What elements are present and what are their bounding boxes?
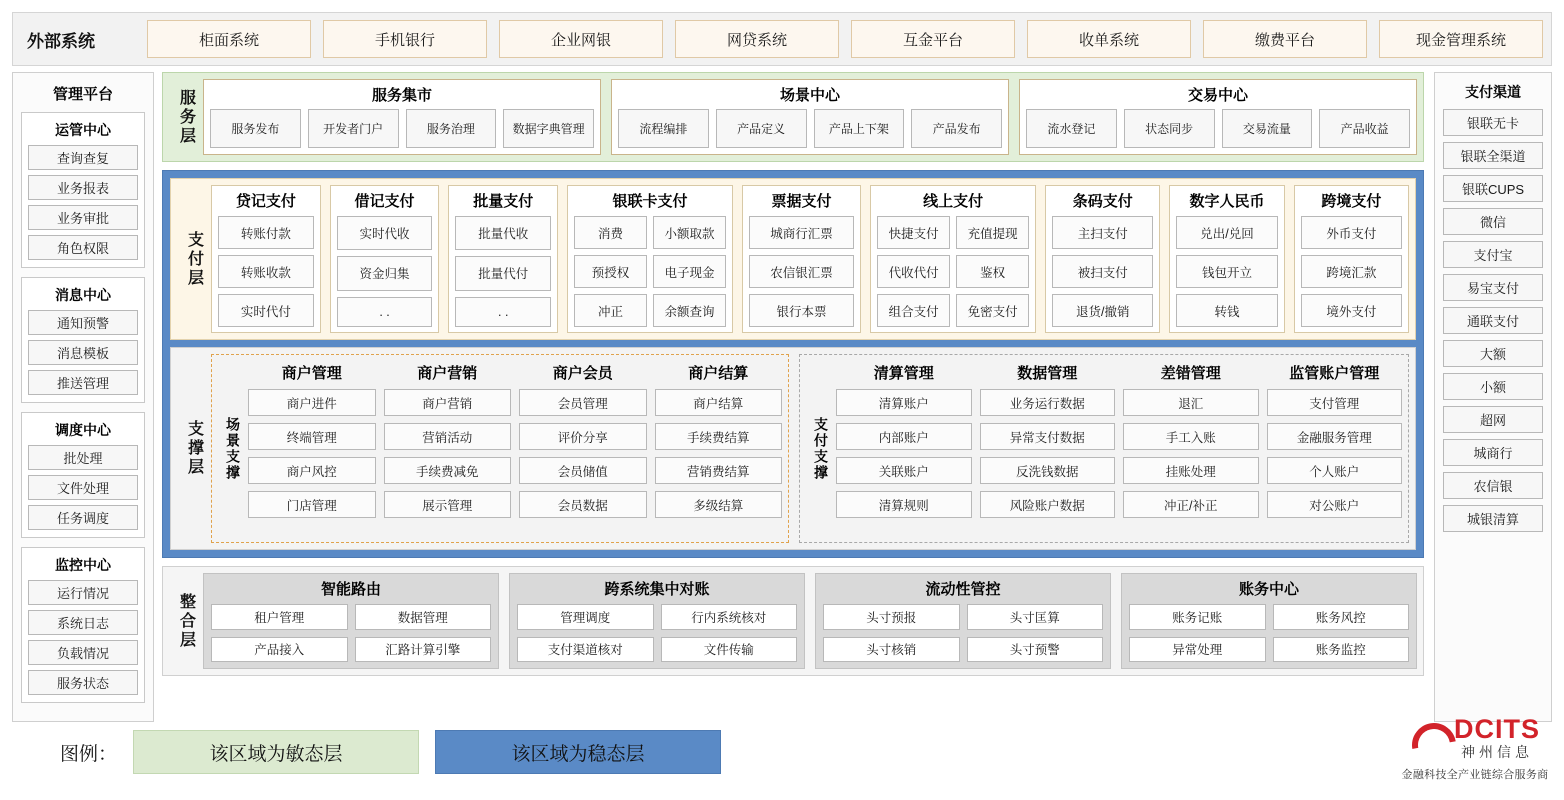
integration-group-smart-routing (203, 573, 499, 669)
menu-item[interactable]: 批处理 (28, 445, 138, 470)
pay-group-bill (742, 185, 861, 333)
support-item[interactable]: 会员管理 (519, 389, 647, 416)
column-title: 商户营销 (417, 365, 478, 382)
pay-item[interactable]: 退货/撤销 (1052, 294, 1153, 327)
column-clearing-management (836, 360, 972, 537)
external-system-item[interactable]: 现金管理系统 (1379, 20, 1543, 58)
payment-layer-label: 支付层 (185, 230, 203, 288)
group-scheduling-center (21, 412, 145, 538)
pay-item[interactable]: 转钱 (1176, 294, 1277, 327)
external-system-item[interactable]: 收单系统 (1027, 20, 1191, 58)
integration-group-cross-system-reconciliation (509, 573, 805, 669)
column-title: 监管账户管理 (1289, 365, 1380, 382)
menu-item[interactable]: 消息模板 (28, 340, 138, 365)
column-title: 差错管理 (1160, 365, 1221, 382)
menu-item[interactable]: 推送管理 (28, 370, 138, 395)
support-item[interactable]: 商户风控 (248, 457, 376, 484)
management-platform-panel (12, 72, 154, 722)
group-title: 服务集市 (371, 87, 432, 104)
channel-item[interactable]: 超网 (1443, 406, 1543, 433)
company-logo (1390, 716, 1560, 782)
channel-item[interactable]: 银联全渠道 (1443, 142, 1543, 169)
integration-item[interactable]: 账务监控 (1273, 637, 1410, 663)
integration-item[interactable]: 行内系统核对 (661, 604, 798, 630)
service-item[interactable]: 产品收益 (1319, 109, 1410, 148)
group-title: 借记支付 (354, 193, 415, 210)
group-title: 消息中心 (55, 287, 111, 303)
group-title: 线上支付 (923, 193, 984, 210)
service-item[interactable]: 数据字典管理 (503, 109, 594, 148)
support-layer-label: 支撑层 (185, 420, 203, 477)
support-item[interactable]: 退汇 (1123, 389, 1259, 416)
support-item[interactable]: 手续费结算 (655, 423, 783, 450)
pay-item[interactable]: 余额查询 (653, 294, 726, 327)
service-item[interactable]: 服务发布 (210, 109, 301, 148)
support-item[interactable]: 风险账户数据 (980, 491, 1116, 518)
pay-item[interactable]: 实时代付 (218, 294, 314, 327)
group-title: 条码支付 (1072, 193, 1133, 210)
integration-group-liquidity-control (815, 573, 1111, 669)
support-item[interactable]: 会员储值 (519, 457, 647, 484)
pay-item[interactable]: 被扫支付 (1052, 255, 1153, 288)
group-title: 运管中心 (55, 122, 111, 138)
scene-support-label: 场景支撑 (225, 416, 241, 481)
support-item[interactable]: 评价分享 (519, 423, 647, 450)
integration-item[interactable]: 账务风控 (1273, 604, 1410, 630)
pay-item[interactable]: 快捷支付 (877, 216, 950, 249)
integration-layer (162, 566, 1424, 676)
external-system-item[interactable]: 缴费平台 (1203, 20, 1367, 58)
pay-item[interactable]: 批量代付 (455, 256, 551, 290)
support-item[interactable]: 手工入账 (1123, 423, 1259, 450)
column-title: 商户会员 (552, 365, 613, 382)
column-title: 数据管理 (1017, 365, 1078, 382)
group-message-center (21, 277, 145, 403)
channel-item[interactable]: 支付宝 (1443, 241, 1543, 268)
external-system-item[interactable]: 网贷系统 (675, 20, 839, 58)
support-item[interactable]: 终端管理 (248, 423, 376, 450)
integration-item[interactable]: 账务记账 (1129, 604, 1266, 630)
pay-item[interactable]: 农信银汇票 (749, 255, 854, 288)
integration-layer-label: 整合层 (177, 592, 195, 650)
payment-channels-panel (1434, 72, 1552, 722)
stable-region (162, 170, 1424, 558)
scene-support-region (211, 354, 789, 543)
service-item[interactable]: 开发者门户 (308, 109, 399, 148)
pay-item[interactable]: 主扫支付 (1052, 216, 1153, 249)
pay-item[interactable]: 银行本票 (749, 294, 854, 327)
menu-item[interactable]: 业务审批 (28, 205, 138, 230)
external-systems-bar (12, 12, 1552, 66)
group-title: 银联卡支付 (612, 193, 688, 210)
pay-item[interactable]: . . (455, 297, 551, 327)
integration-group-accounting-center (1121, 573, 1417, 669)
service-layer-label: 服务层 (177, 88, 195, 146)
menu-item[interactable]: 通知预警 (28, 310, 138, 335)
channel-item[interactable]: 城银清算 (1443, 505, 1543, 532)
column-merchant-member (519, 360, 647, 537)
service-item[interactable]: 流水登记 (1026, 109, 1117, 148)
group-title: 调度中心 (55, 422, 111, 438)
pay-group-cross-border (1294, 185, 1409, 333)
channel-item[interactable]: 银联无卡 (1443, 109, 1543, 136)
integration-item[interactable]: 头寸预报 (823, 604, 960, 630)
payment-channels-title: 支付渠道 (1465, 84, 1521, 100)
support-item[interactable]: 支付管理 (1267, 389, 1403, 416)
support-item[interactable]: 商户进件 (248, 389, 376, 416)
group-title: 流动性管控 (925, 581, 1001, 598)
management-platform-title: 管理平台 (52, 86, 113, 103)
column-merchant-marketing (384, 360, 512, 537)
support-item[interactable]: 清算规则 (836, 491, 972, 518)
support-item[interactable]: 关联账户 (836, 457, 972, 484)
group-title: 数字人民币 (1189, 193, 1265, 210)
column-error-management (1123, 360, 1259, 537)
menu-item[interactable]: 文件处理 (28, 475, 138, 500)
pay-item[interactable]: 充值提现 (956, 216, 1029, 249)
support-item[interactable]: 内部账户 (836, 423, 972, 450)
channel-item[interactable]: 微信 (1443, 208, 1543, 235)
integration-item[interactable]: 租户管理 (211, 604, 348, 630)
integration-item[interactable]: 支付渠道核对 (517, 637, 654, 663)
service-item[interactable]: 产品发布 (911, 109, 1002, 148)
pay-item[interactable]: 消费 (574, 216, 647, 249)
group-title: 智能路由 (320, 581, 381, 598)
pay-item[interactable]: 境外支付 (1301, 294, 1402, 327)
service-item[interactable]: 流程编排 (618, 109, 709, 148)
support-item[interactable]: 手续费减免 (384, 457, 512, 484)
menu-item[interactable]: 角色权限 (28, 235, 138, 260)
support-item[interactable]: 对公账户 (1267, 491, 1403, 518)
support-item[interactable]: 商户营销 (384, 389, 512, 416)
service-item[interactable]: 产品定义 (716, 109, 807, 148)
menu-item[interactable]: 业务报表 (28, 175, 138, 200)
column-title: 清算管理 (873, 365, 934, 382)
support-item[interactable]: 展示管理 (384, 491, 512, 518)
integration-item[interactable]: 文件传输 (661, 637, 798, 663)
integration-item[interactable]: 管理调度 (517, 604, 654, 630)
support-item[interactable]: 反洗钱数据 (980, 457, 1116, 484)
group-title: 交易中心 (1187, 87, 1248, 104)
pay-group-debit (330, 185, 440, 333)
channel-item[interactable]: 小额 (1443, 373, 1543, 400)
support-item[interactable]: 清算账户 (836, 389, 972, 416)
pay-item[interactable]: 组合支付 (877, 294, 950, 327)
service-group-scene-center (611, 79, 1009, 155)
support-item[interactable]: 多级结算 (655, 491, 783, 518)
support-item[interactable]: 门店管理 (248, 491, 376, 518)
pay-item[interactable]: 兑出/兑回 (1176, 216, 1277, 249)
pay-group-digital-rmb (1169, 185, 1284, 333)
legend-agile-swatch: 该区域为敏态层 (133, 730, 419, 774)
integration-item[interactable]: 头寸匡算 (967, 604, 1104, 630)
menu-item[interactable]: 运行情况 (28, 580, 138, 605)
support-item[interactable]: 金融服务管理 (1267, 423, 1403, 450)
support-item[interactable]: 业务运行数据 (980, 389, 1116, 416)
integration-item[interactable]: 汇路计算引擎 (355, 637, 492, 663)
integration-item[interactable]: 头寸核销 (823, 637, 960, 663)
pay-item[interactable]: . . (337, 297, 433, 327)
group-monitoring-center (21, 547, 145, 703)
support-layer (170, 347, 1416, 550)
service-layer (162, 72, 1424, 162)
pay-item[interactable]: 冲正 (574, 294, 647, 327)
pay-group-credit (211, 185, 321, 333)
group-title: 批量支付 (473, 193, 534, 210)
pay-item[interactable]: 批量代收 (455, 216, 551, 250)
legend (60, 730, 721, 774)
logo-name-cn: 神州信息 (1461, 744, 1533, 760)
support-item[interactable]: 商户结算 (655, 389, 783, 416)
external-system-item[interactable]: 柜面系统 (147, 20, 311, 58)
service-item[interactable]: 状态同步 (1124, 109, 1215, 148)
column-title: 商户结算 (688, 365, 749, 382)
integration-item[interactable]: 头寸预警 (967, 637, 1104, 663)
column-data-management (980, 360, 1116, 537)
pay-item[interactable]: 预授权 (574, 255, 647, 288)
pay-item[interactable]: 小额取款 (653, 216, 726, 249)
payment-support-label: 支付支撑 (813, 416, 830, 481)
pay-item[interactable]: 代收代付 (877, 255, 950, 288)
menu-item[interactable]: 负载情况 (28, 640, 138, 665)
architecture-layers (162, 72, 1424, 722)
group-title: 监控中心 (55, 557, 111, 573)
channel-item[interactable]: 城商行 (1443, 439, 1543, 466)
service-group-marketplace (203, 79, 601, 155)
payment-support-region (799, 354, 1409, 543)
legend-stable-swatch: 该区域为稳态层 (435, 730, 721, 774)
service-item[interactable]: 服务治理 (406, 109, 497, 148)
support-item[interactable]: 营销费结算 (655, 457, 783, 484)
channel-item[interactable]: 农信银 (1443, 472, 1543, 499)
column-merchant-settlement (655, 360, 783, 537)
external-systems-list (147, 20, 1551, 58)
pay-item[interactable]: 钱包开立 (1176, 255, 1277, 288)
column-regulatory-account-management (1267, 360, 1403, 537)
menu-item[interactable]: 系统日志 (28, 610, 138, 635)
service-group-transaction-center (1019, 79, 1417, 155)
pay-item[interactable]: 转账付款 (218, 216, 314, 249)
menu-item[interactable]: 查询查复 (28, 145, 138, 170)
channel-item[interactable]: 银联CUPS (1443, 175, 1543, 202)
legend-label: 图例： (60, 743, 118, 765)
group-title: 跨境支付 (1321, 193, 1382, 210)
integration-item[interactable]: 产品接入 (211, 637, 348, 663)
logo-name-en: DCITS (1454, 714, 1540, 744)
pay-item[interactable]: 城商行汇票 (749, 216, 854, 249)
external-system-item[interactable]: 企业网银 (499, 20, 663, 58)
menu-item[interactable]: 服务状态 (28, 670, 138, 695)
support-item[interactable]: 挂账处理 (1123, 457, 1259, 484)
external-system-item[interactable]: 互金平台 (851, 20, 1015, 58)
group-title: 跨系统集中对账 (604, 581, 710, 598)
group-title: 贷记支付 (235, 193, 296, 210)
pay-group-online (870, 185, 1036, 333)
swoosh-icon (1410, 720, 1448, 758)
pay-group-unionpay-card (567, 185, 733, 333)
pay-item[interactable]: 电子现金 (653, 255, 726, 288)
pay-item[interactable]: 资金归集 (337, 256, 433, 290)
menu-item[interactable]: 任务调度 (28, 505, 138, 530)
integration-item[interactable]: 数据管理 (355, 604, 492, 630)
integration-item[interactable]: 异常处理 (1129, 637, 1266, 663)
group-title: 账务中心 (1238, 581, 1299, 598)
support-item[interactable]: 异常支付数据 (980, 423, 1116, 450)
column-title: 商户管理 (281, 365, 342, 382)
service-item[interactable]: 产品上下架 (814, 109, 905, 148)
support-item[interactable]: 营销活动 (384, 423, 512, 450)
support-item[interactable]: 冲正/补正 (1123, 491, 1259, 518)
external-system-item[interactable]: 手机银行 (323, 20, 487, 58)
service-item[interactable]: 交易流量 (1222, 109, 1313, 148)
pay-item[interactable]: 外币支付 (1301, 216, 1402, 249)
pay-group-barcode (1045, 185, 1160, 333)
payment-layer (170, 178, 1416, 340)
pay-group-batch (448, 185, 558, 333)
channel-item[interactable]: 易宝支付 (1443, 274, 1543, 301)
pay-item[interactable]: 实时代收 (337, 216, 433, 250)
column-merchant-management (248, 360, 376, 537)
logo-tagline: 金融科技全产业链综合服务商 (1401, 768, 1549, 781)
support-item[interactable]: 个人账户 (1267, 457, 1403, 484)
external-systems-title: 外部系统 (27, 31, 95, 51)
group-title: 票据支付 (771, 193, 832, 210)
channel-item[interactable]: 大额 (1443, 340, 1543, 367)
group-operations-center (21, 112, 145, 268)
pay-item[interactable]: 鉴权 (956, 255, 1029, 288)
pay-item[interactable]: 转账收款 (218, 255, 314, 288)
group-title: 场景中心 (779, 87, 840, 104)
channel-item[interactable]: 通联支付 (1443, 307, 1543, 334)
pay-item[interactable]: 跨境汇款 (1301, 255, 1402, 288)
pay-item[interactable]: 免密支付 (956, 294, 1029, 327)
support-item[interactable]: 会员数据 (519, 491, 647, 518)
